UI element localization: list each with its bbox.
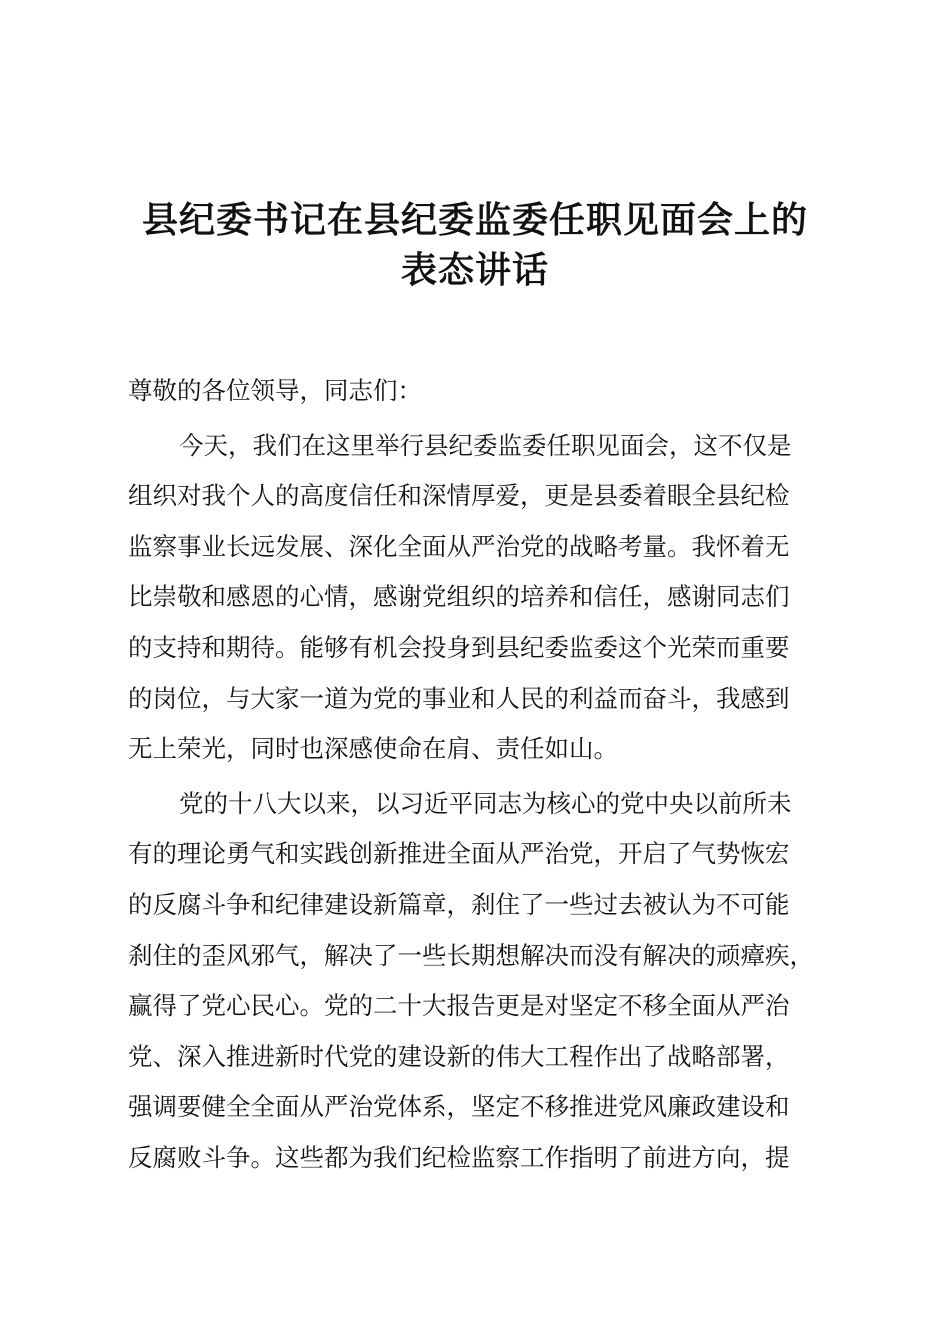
paragraph-2 xyxy=(128,779,828,1184)
title-line: 县纪委书记在县纪委监委任职见面会上的 xyxy=(141,200,808,241)
document-body xyxy=(128,366,828,1184)
text-line: 的支持和期待。能够有机会投身到县纪委监委这个光荣而重要 xyxy=(128,632,790,662)
text-line: 今天，我们在这里举行县纪委监委任职见面会，这不仅是 xyxy=(179,430,792,460)
title-line: 表态讲话 xyxy=(400,250,549,291)
text-line: 的反腐斗争和纪律建设新篇章，刹住了一些过去被认为不可能 xyxy=(128,889,790,919)
text-line: 的岗位，与大家一道为党的事业和人民的利益而奋斗，我感到 xyxy=(128,683,790,713)
text-line: 有的理论勇气和实践创新推进全面从严治党，开启了气势恢宏 xyxy=(128,839,790,869)
salutation: 尊敬的各位领导，同志们： xyxy=(128,376,422,405)
text-line: 党、深入推进新时代党的建设新的伟大工程作出了战略部署， xyxy=(128,1041,790,1071)
text-line: 赢得了党心民心。党的二十大报告更是对坚定不移全面从严治 xyxy=(128,991,790,1021)
text-line: 比崇敬和感恩的心情，感谢党组织的培养和信任，感谢同志们 xyxy=(128,582,790,612)
text-line: 监察事业长远发展、深化全面从严治党的战略考量。我怀着无 xyxy=(128,531,790,561)
text-line: 反腐败斗争。这些都为我们纪检监察工作指明了前进方向，提 xyxy=(128,1142,790,1172)
text-line: 强调要健全全面从严治党体系，坚定不移推进党风廉政建设和 xyxy=(128,1092,790,1122)
document-title xyxy=(0,196,950,296)
text-line: 党的十八大以来，以习近平同志为核心的党中央以前所未 xyxy=(179,788,792,818)
text-line: 组织对我个人的高度信任和深情厚爱，更是县委着眼全县纪检 xyxy=(128,481,790,511)
paragraph-1 xyxy=(128,421,828,775)
text-line: 刹住的歪风邪气，解决了一些长期想解决而没有解决的顽瘴疾， xyxy=(128,940,814,970)
text-line: 无上荣光，同时也深感使命在肩、责任如山。 xyxy=(128,734,618,764)
